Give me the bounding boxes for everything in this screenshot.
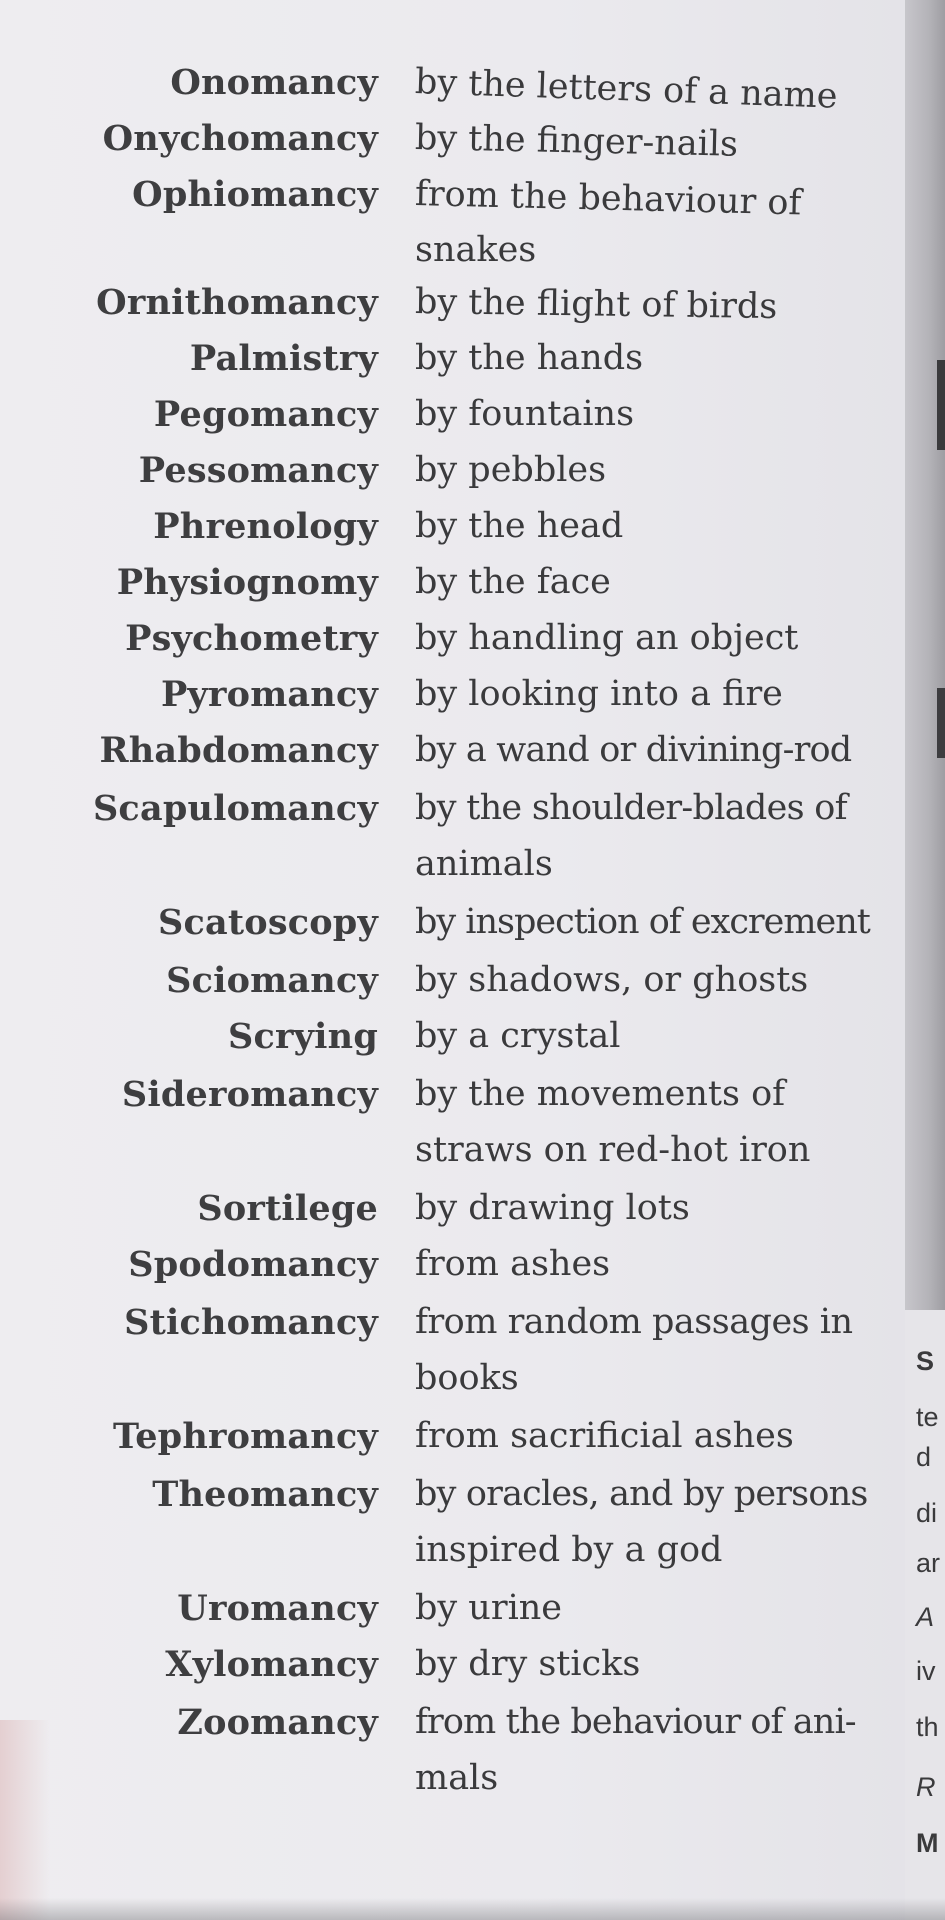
entry-term: Onychomancy <box>102 118 378 159</box>
spine-mark <box>937 688 945 758</box>
dictionary-entry <box>20 118 895 174</box>
dictionary-entry <box>20 674 895 730</box>
finger-shadow <box>0 1720 50 1920</box>
dictionary-entry <box>20 1644 895 1700</box>
dictionary-entry <box>20 1474 895 1570</box>
entry-term: Sideromancy <box>121 1074 378 1115</box>
facing-page-text: th <box>916 1712 939 1742</box>
dictionary-entry <box>20 450 895 506</box>
entry-definition: by fountains <box>415 394 635 434</box>
entry-definition-continued: books <box>415 1358 519 1398</box>
entry-definition: by the movements of <box>415 1074 786 1114</box>
entry-term: Scatoscopy <box>158 902 378 943</box>
entry-term: Theomancy <box>152 1474 378 1515</box>
facing-page-text: te <box>916 1402 939 1432</box>
facing-page-text: iv <box>916 1656 936 1686</box>
facing-page-text: di <box>916 1498 938 1528</box>
facing-page-text: S <box>916 1346 935 1376</box>
entry-definition: by the shoulder-blades of <box>415 788 847 828</box>
entry-definition: by drawing lots <box>415 1188 690 1228</box>
dictionary-entry <box>20 618 895 674</box>
dictionary-entry <box>20 902 895 958</box>
dictionary-entry <box>20 282 895 338</box>
dictionary-entry <box>20 1188 895 1244</box>
entry-definition: by dry sticks <box>415 1644 641 1684</box>
spine-mark <box>937 360 945 450</box>
dictionary-entry <box>20 1016 895 1072</box>
entry-definition: by looking into a fire <box>415 674 783 714</box>
facing-page-text: M <box>916 1828 939 1858</box>
entry-term: Tephromancy <box>112 1416 378 1457</box>
entry-definition: by a wand or divining-rod <box>415 730 852 770</box>
dictionary-entry <box>20 788 895 884</box>
facing-page-text: A <box>916 1602 935 1632</box>
entry-term: Pegomancy <box>153 394 378 435</box>
entry-definition: by shadows, or ghosts <box>415 960 809 1000</box>
entry-term: Ophiomancy <box>132 174 378 215</box>
entry-term: Onomancy <box>170 62 378 103</box>
entry-term: Psychometry <box>125 618 378 659</box>
entry-term: Stichomancy <box>124 1302 378 1343</box>
entry-term: Xylomancy <box>165 1644 378 1685</box>
entry-term: Scapulomancy <box>92 788 378 829</box>
facing-page-text: ar <box>916 1548 941 1578</box>
entry-definition-continued: straws on red-hot iron <box>415 1130 811 1170</box>
entry-term: Phrenology <box>153 506 378 547</box>
entry-term: Zoomancy <box>177 1702 378 1743</box>
entry-definition: by handling an object <box>415 618 799 658</box>
entry-definition: by a crystal <box>415 1016 621 1056</box>
entry-definition-continued: inspired by a god <box>415 1530 723 1570</box>
entry-term: Spodomancy <box>128 1244 378 1285</box>
entry-term: Pyromancy <box>160 674 378 715</box>
entry-definition-continued: animals <box>415 844 553 884</box>
entry-term: Sciomancy <box>166 960 378 1001</box>
dictionary-entry <box>20 394 895 450</box>
entry-term: Ornithomancy <box>96 282 378 323</box>
dictionary-entry <box>20 960 895 1016</box>
entry-definition: from random passages in <box>415 1302 853 1342</box>
entry-definition-continued: mals <box>415 1758 499 1798</box>
entry-definition: by urine <box>415 1588 563 1628</box>
entry-term: Sortilege <box>197 1188 378 1229</box>
entry-definition: by pebbles <box>415 450 607 490</box>
entry-definition: from the behaviour of <box>414 174 802 224</box>
entry-definition: by the letters of a name <box>414 62 839 117</box>
dictionary-entry <box>20 730 895 786</box>
entry-definition: by oracles, and by persons <box>415 1474 868 1514</box>
facing-page-text: d <box>916 1442 932 1472</box>
dictionary-entry <box>20 1302 895 1398</box>
dictionary-entry <box>20 1244 895 1300</box>
entry-term: Physiognomy <box>116 562 378 603</box>
entry-definition: by the hands <box>415 338 644 378</box>
entry-definition: from sacrificial ashes <box>415 1416 794 1456</box>
entry-definition: from ashes <box>415 1244 611 1284</box>
dictionary-entry <box>20 1416 895 1472</box>
entry-term: Palmistry <box>189 338 378 379</box>
entry-definition-continued: snakes <box>415 230 537 270</box>
entry-definition: by inspection of excrement <box>415 902 870 942</box>
facing-page-text: R <box>916 1772 936 1802</box>
entry-term: Uromancy <box>177 1588 378 1629</box>
dictionary-entry <box>20 506 895 562</box>
dictionary-entry <box>20 174 895 270</box>
entry-term: Scrying <box>228 1016 378 1057</box>
dictionary-entry <box>20 1074 895 1170</box>
book-spine-shadow <box>905 0 945 1310</box>
dictionary-entry <box>20 338 895 394</box>
entry-definition: by the face <box>415 562 611 602</box>
entry-definition: from the behaviour of ani- <box>415 1702 856 1742</box>
entry-term: Rhabdomancy <box>99 730 378 771</box>
entry-definition: by the flight of birds <box>414 282 778 328</box>
dictionary-entry <box>20 562 895 618</box>
entry-term: Pessomancy <box>138 450 378 491</box>
dictionary-entry <box>20 62 895 118</box>
entry-definition: by the finger-nails <box>414 118 739 165</box>
entry-definition: by the head <box>415 506 624 546</box>
dictionary-entry <box>20 1702 895 1798</box>
page-bottom-shadow <box>0 1898 945 1920</box>
dictionary-entry <box>20 1588 895 1644</box>
